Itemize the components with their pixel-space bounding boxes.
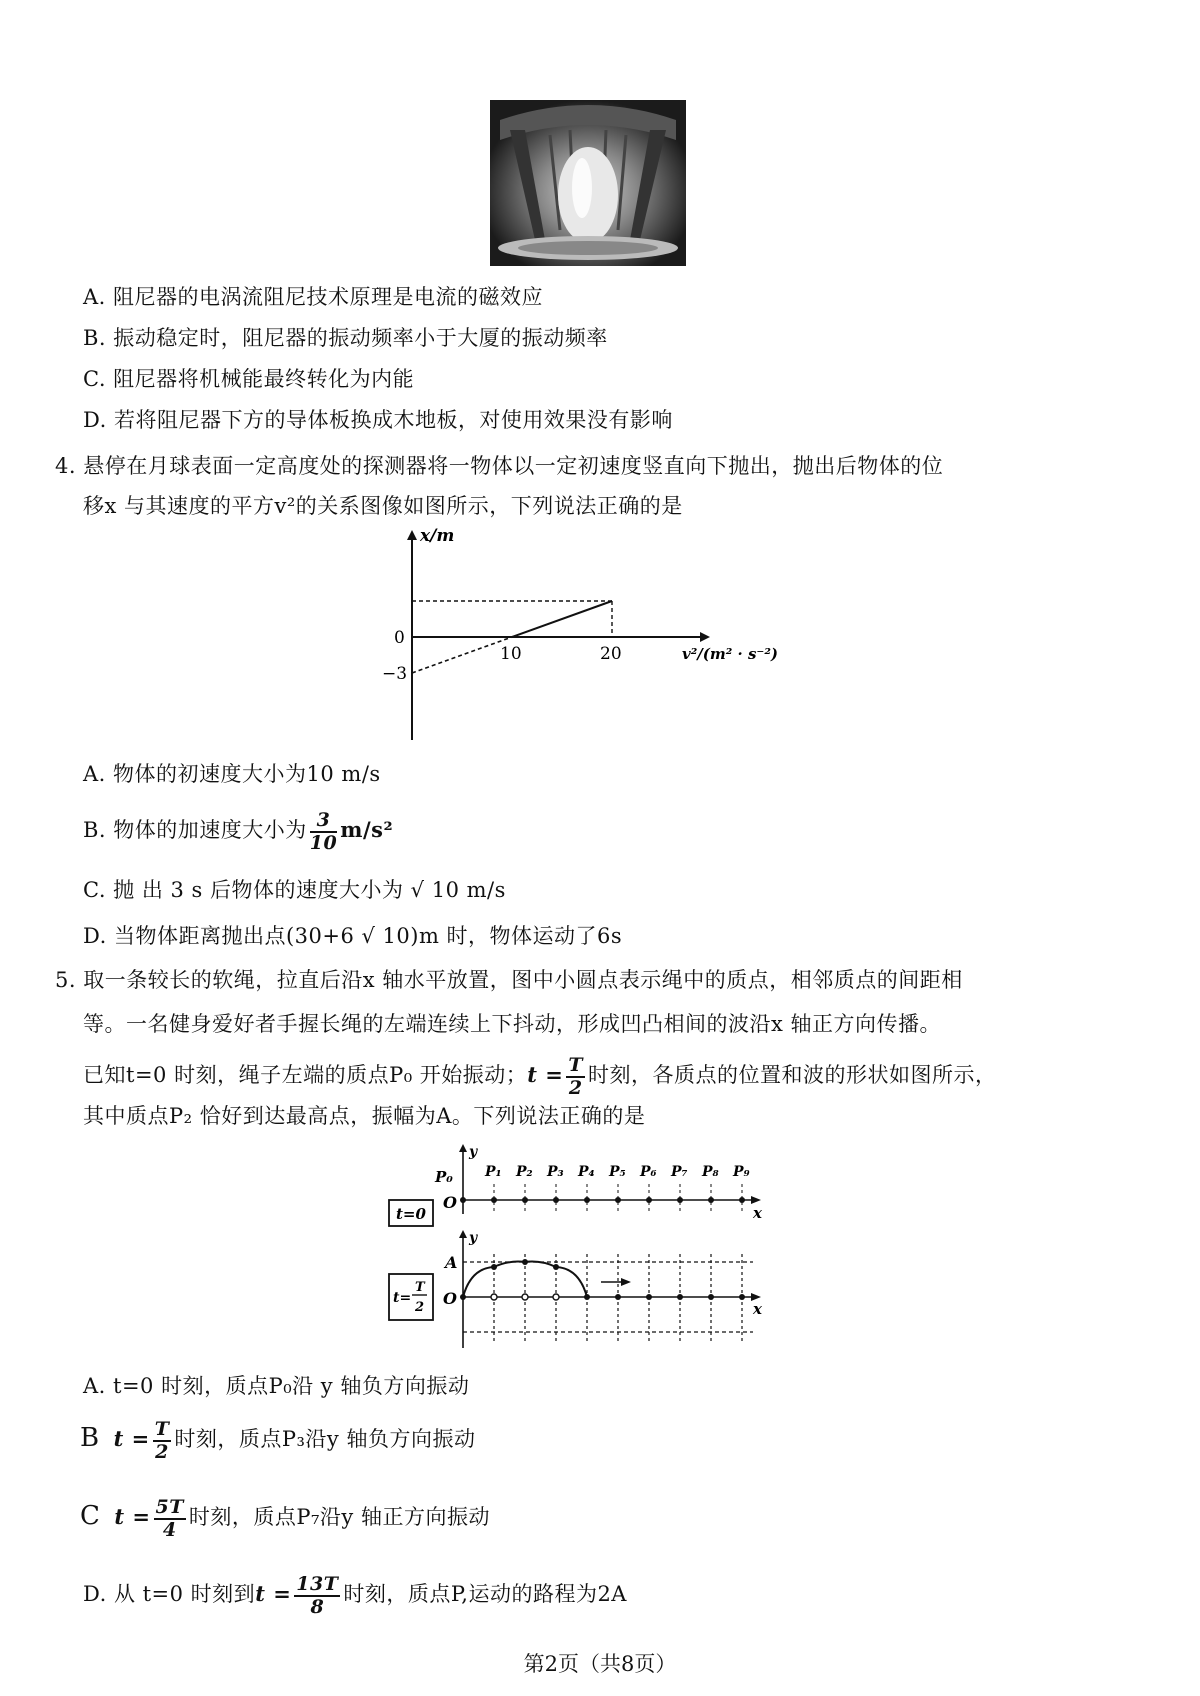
q4-option-c: C. 抛 出 3 s 后物体的速度大小为 √ 10 m/s <box>83 878 506 902</box>
q5-stem-num: T <box>568 1053 584 1076</box>
q4-x-tick-10: 10 <box>500 644 522 664</box>
q4-line-extension-dashed <box>412 637 512 673</box>
q5-stem-line3-a: 已知t=0 时刻，绳子左端的质点P₀ 开始振动； <box>83 1063 528 1087</box>
q4-stem-line2: 移x 与其速度的平方v²的关系图像如图所示，下列说法正确的是 <box>83 494 683 518</box>
q5-stem-line4: 其中质点P₂ 恰好到达最高点，振幅为A。下列说法正确的是 <box>83 1104 646 1128</box>
q5-bottom-x-label: x <box>753 1300 762 1318</box>
q4-line-solid <box>512 601 612 637</box>
q5-option-c-num: 5T <box>155 1495 184 1518</box>
q5-p1-label: P₁ <box>485 1164 502 1180</box>
q5-option-c-text: 时刻，质点P₇沿y 轴正方向振动 <box>188 1505 490 1529</box>
q5-option-d-fraction <box>294 1572 340 1618</box>
q4-option-b-prefix: B. 物体的加速度大小为 <box>83 818 307 842</box>
q5-p5-label: P₅ <box>609 1164 626 1180</box>
q5-p0-label: P₀ <box>435 1168 453 1186</box>
q5-stem-line3 <box>83 1050 997 1100</box>
q5-option-b-text: 时刻，质点P₃沿y 轴负方向振动 <box>174 1427 476 1451</box>
q5-p8-label: P₈ <box>702 1164 719 1180</box>
q5-bottom-origin: O <box>443 1289 457 1308</box>
q4-x-tick-20: 20 <box>600 644 622 664</box>
q5-option-b-letter: B <box>80 1423 100 1453</box>
q5-p6-label: P₆ <box>640 1164 657 1180</box>
q5-t0-label: t=0 <box>396 1205 426 1223</box>
q4-option-b-fraction <box>309 808 338 854</box>
q5-option-c-fraction <box>154 1495 186 1541</box>
q4-y-axis-arrow <box>407 530 417 540</box>
q5-p3-label: P₃ <box>547 1164 564 1180</box>
q5-top-p9 <box>732 1164 750 1214</box>
q5-stem-fraction <box>566 1053 585 1099</box>
q4-stem-line1: 4. 悬停在月球表面一定高度处的探测器将一物体以一定初速度竖直向下抛出，抛出后物体的位 <box>55 454 944 478</box>
q5-top-origin: O <box>443 1193 457 1212</box>
q4-option-a: A. 物体的初速度大小为10 m/s <box>83 762 381 786</box>
q5-top-p8 <box>701 1164 719 1214</box>
q5-stem-line3-b: 时刻，各质点的位置和波的形状如图所示， <box>588 1063 997 1087</box>
q5-option-d-t: t = <box>255 1581 292 1606</box>
q5-stem-line2: 等。一名健身爱好者手握长绳的左端连续上下抖动，形成凹凸相间的波沿x 轴正方向传播。 <box>83 1012 942 1036</box>
q5-option-d-prefix: D. 从 t=0 时刻到 <box>83 1582 256 1606</box>
q4-option-b <box>83 808 393 852</box>
q5-top-p4 <box>577 1164 595 1214</box>
q5-top-p3 <box>546 1164 564 1214</box>
q3-option-a: A. 阻尼器的电涡流阻尼技术原理是电流的磁效应 <box>83 285 544 309</box>
q5-p7-label: P₇ <box>671 1164 688 1180</box>
q4-y-intercept-label: −3 <box>382 664 408 684</box>
q5-option-c-den: 4 <box>162 1518 177 1541</box>
q5-p2-label: P₂ <box>516 1164 533 1180</box>
q5-option-d-den: 8 <box>310 1595 325 1618</box>
q4-xv2-graph <box>360 525 800 745</box>
q4-option-b-unit: m/s² <box>340 817 394 842</box>
q5-option-c <box>80 1490 490 1542</box>
q5-top-p1 <box>484 1164 502 1214</box>
q5-top-y-label: y <box>469 1144 478 1160</box>
q5-wave-diagram <box>385 1142 795 1350</box>
q5-top-p7 <box>670 1164 688 1214</box>
q4-option-b-den: 10 <box>309 831 338 854</box>
q4-option-d: D. 当物体距离抛出点(30+6 √ 10)m 时，物体运动了6s <box>83 924 623 948</box>
q4-option-b-num: 3 <box>310 811 337 833</box>
page-footer: 第2页（共8页） <box>523 1652 677 1676</box>
q5-thalf-t: t= <box>393 1290 412 1306</box>
q5-option-a: A. t=0 时刻，质点P₀沿 y 轴负方向振动 <box>83 1374 470 1398</box>
q5-p9-label: P₉ <box>733 1164 750 1180</box>
q3-option-d: D. 若将阻尼器下方的导体板换成木地板，对使用效果没有影响 <box>83 408 673 432</box>
q5-p4-label: P₄ <box>578 1164 595 1180</box>
q5-bottom-points <box>460 1259 745 1300</box>
q4-x-axis-arrow <box>700 632 710 642</box>
q5-bottom-y-label: y <box>469 1230 478 1246</box>
q4-y-label: x/m <box>420 526 455 546</box>
q5-option-b-num: T <box>154 1417 170 1440</box>
q5-top-point-p0 <box>460 1197 466 1203</box>
q5-stem-t: t = <box>527 1062 564 1087</box>
q5-option-d-text: 时刻，质点P,运动的路程为2A <box>343 1582 627 1606</box>
q5-top-points <box>484 1164 750 1214</box>
q5-option-b <box>80 1412 475 1464</box>
q5-option-d <box>83 1568 627 1620</box>
q5-option-d-num: 13T <box>296 1572 339 1595</box>
q3-option-b: B. 振动稳定时，阻尼器的振动频率小于大厦的振动频率 <box>83 326 608 350</box>
q5-top-p2 <box>515 1164 533 1214</box>
q3-option-c: C. 阻尼器将机械能最终转化为内能 <box>83 367 415 391</box>
q5-top-p6 <box>639 1164 657 1214</box>
q5-stem-den: 2 <box>568 1076 583 1099</box>
q4-origin-label: 0 <box>394 628 405 648</box>
q5-thalf-num: T <box>415 1280 425 1295</box>
q5-option-c-t: t = <box>114 1504 151 1529</box>
q5-option-c-letter: C <box>80 1501 101 1531</box>
q5-option-b-den: 2 <box>155 1440 169 1463</box>
q5-stem-line1: 5. 取一条较长的软绳，拉直后沿x 轴水平放置，图中小圆点表示绳中的质点，相邻质点的间距相 <box>55 968 963 992</box>
q5-option-b-fraction <box>153 1417 172 1463</box>
q5-amplitude-label: A <box>445 1253 458 1272</box>
q5-thalf-den: 2 <box>415 1300 425 1315</box>
q5-top-p5 <box>608 1164 626 1214</box>
damper-photo <box>490 100 686 266</box>
q5-top-x-label: x <box>753 1204 762 1222</box>
q5-option-b-t: t = <box>113 1426 150 1451</box>
q4-x-label: v²/(m² · s⁻²) <box>682 645 778 663</box>
